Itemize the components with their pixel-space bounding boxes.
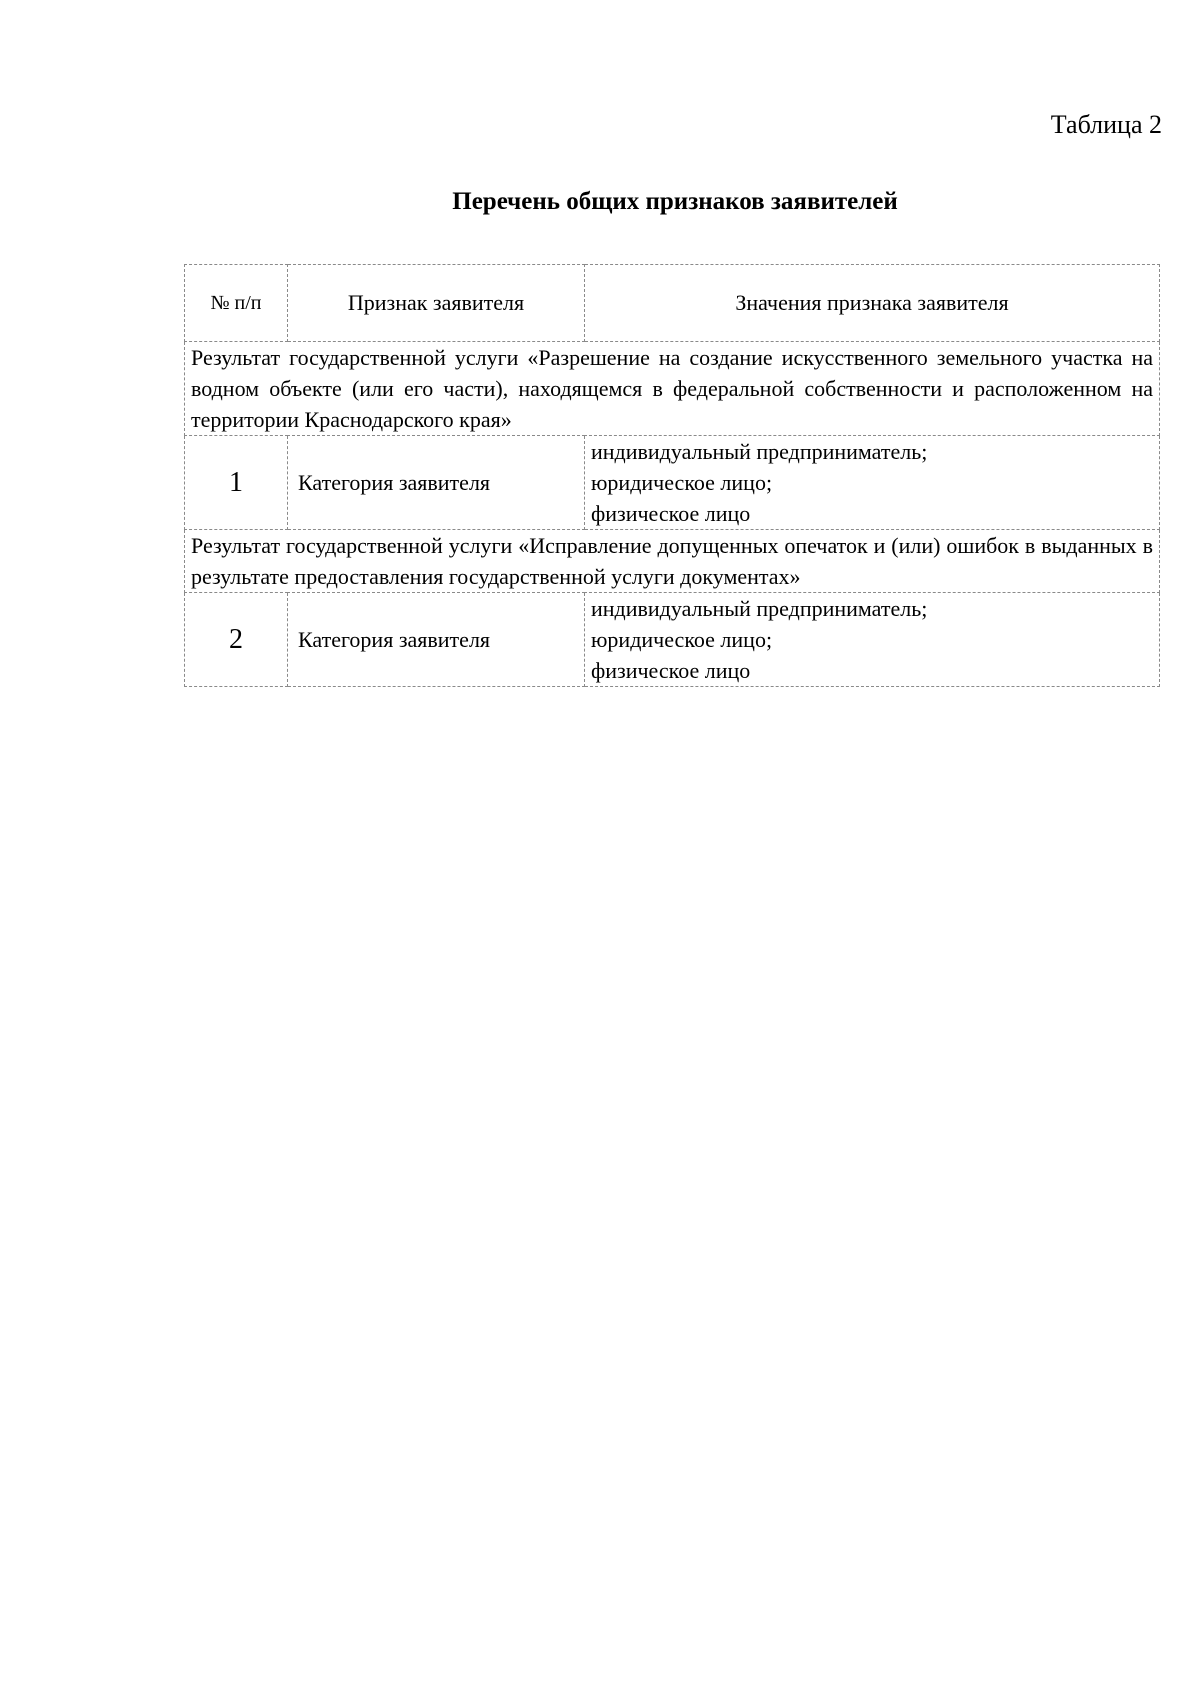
section-row [185,530,1160,593]
row-number: 1 [185,436,288,530]
row-values [585,436,1160,530]
applicant-attributes-table [184,264,1160,687]
page-title: Перечень общих признаков заявителей [452,188,898,215]
table-label: Таблица 2 [1050,110,1162,139]
row-attribute: Категория заявителя [288,436,585,530]
column-header-number: № п/п [185,265,288,342]
table-header-row [185,265,1160,342]
row-values [585,593,1160,687]
table-row [185,436,1160,530]
column-header-values: Значения признака заявителя [585,265,1160,342]
table-row [185,593,1160,687]
service-result-text: Результат государственной услуги «Исправление допущенных опечаток и (или) ошибок в выданных в результате предоставления государственной услуги документах» [185,530,1160,593]
row-attribute: Категория заявителя [288,593,585,687]
service-result-text: Результат государственной услуги «Разрешение на создание искусственного земельного участка на водном объекте (или его части), находящемся в федеральной собственности и расположенном на территории Краснодарского края» [185,342,1160,436]
value-item: юридическое лицо; [591,627,773,652]
value-item: физическое лицо [591,501,751,526]
row-number: 2 [185,593,288,687]
value-item: индивидуальный предприниматель; [591,596,928,621]
value-item: индивидуальный предприниматель; [591,439,928,464]
section-row [185,342,1160,436]
value-item: физическое лицо [591,658,751,683]
column-header-attribute: Признак заявителя [288,265,585,342]
value-item: юридическое лицо; [591,470,773,495]
